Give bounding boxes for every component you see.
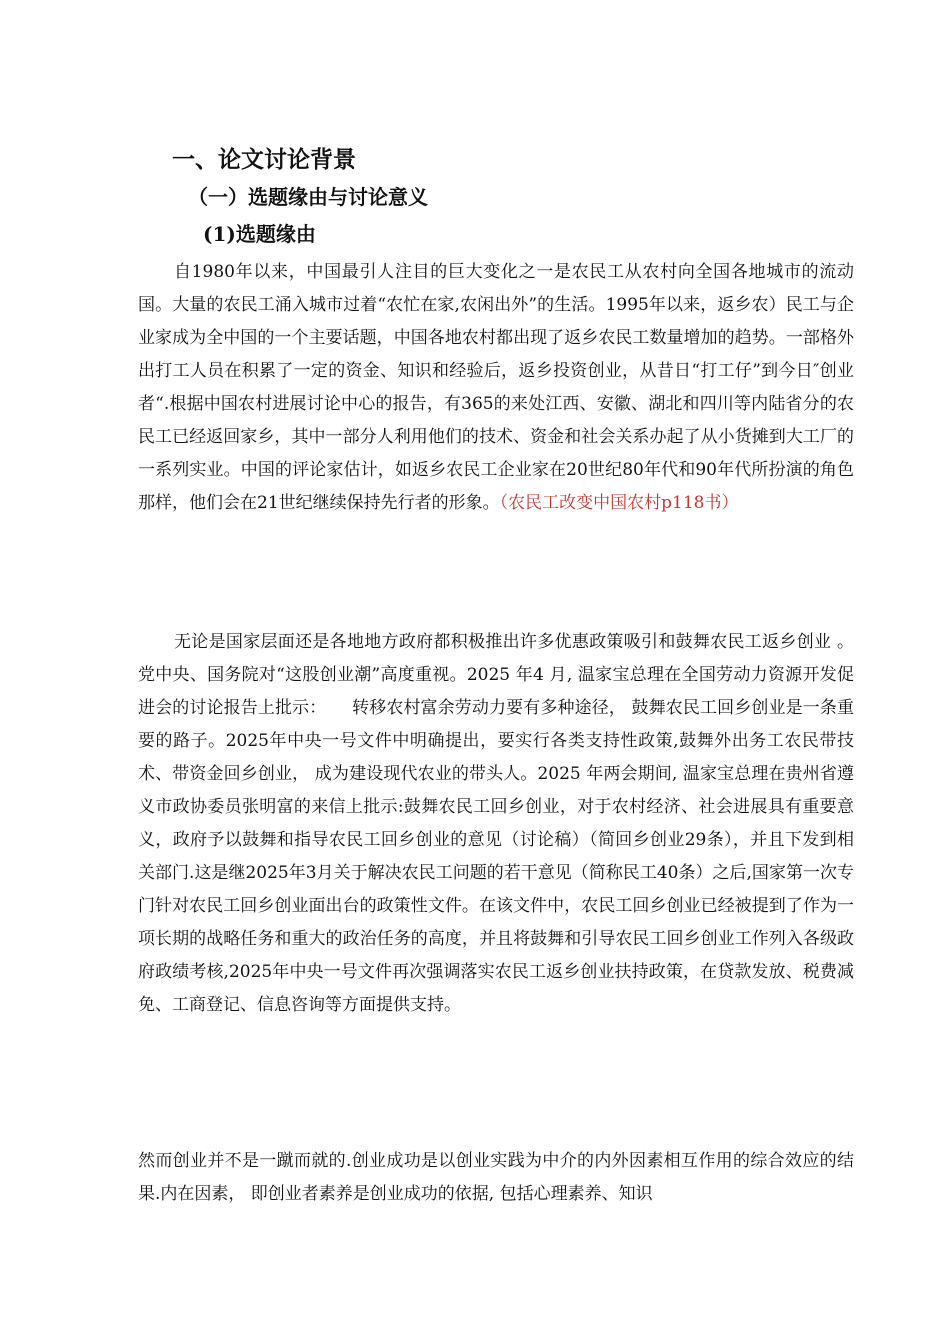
body-paragraph-3: 然而创业并不是一蹴而就的.创业成功是以创业实践为中介的内外因素相互作用的综合效应的结果.内在因素， 即创业者素养是创业成功的依据, 包括心理素养、知识 [138,1151,854,1204]
paragraph-1-text: 自1980年以来，中国最引人注目的巨大变化之一是农民工从农村向全国各地城市的流动国。大量的农民工涌入城市过着“农忙在家,农闲出外”的生活。1995年以来，返乡农）民工与企业家成为全中国的一个主要话题，中国各地农村都出现了返乡农民工数量增加的趋势。一部格外出打工人员在积累了一定的资金、知识和经验后，返乡投资创业，从昔日“打工仔”到今日″创业者“.根据中国农村进展讨论中心的报告，有365的来处江西、安徽、湖北和四川等内陆省分的农民工已经返回家乡，其中一部分人利用他们的技术、资金和社会关系办起了从小货摊到大工厂的一系列实业。中国的评论家估计，如返乡农民工企业家在20世纪80年代和90年代所扮演的角色那样，他们会在21世纪继续保持先行者的形象。 [138,262,854,513]
body-paragraph-2: 无论是国家层面还是各地地方政府都积极推出许多优惠政策吸引和鼓舞农民工返乡创业 。党中央、国务院对“这股创业潮”高度重视。2025 年4 月, 温家宝总理在全国劳动力资源开发促进会的讨论报告上批示： 转移农村富余劳动力要有多种途径， 鼓舞农民工回乡创业是一条重要的路子。2025年中央一号文件中明确提出，要实行各类支持性政策,鼓舞外出务工农民带技术、带资金回乡创业， 成为建设现代农业的带头人。2025 年两会期间, 温家宝总理在贵州省遵义市政协委员张明富的来信上批示:鼓舞农民工回乡创业，对于农村经济、社会进展具有重要意义，政府予以鼓舞和指导农民工回乡创业的意见（讨论稿）（简回乡创业29条），并且下发到相关部门.这是继2025年3月关于解决农民工问题的若干意见（简称民工40条）之后,国家第一次专门针对农民工回乡创业面出台的政策性文件。在该文件中，农民工回乡创业已经被提到了作为一项长期的战略任务和重大的政治任务的高度，并且将鼓舞和引导农民工回乡创业工作列入各级政府政绩考核,2025年中央一号文件再次强调落实农民工返乡创业扶持政策，在贷款发放、税费减免、工商登记、信息咨询等方面提供支持。 [138,632,854,1015]
body-paragraph-1 [138,256,854,520]
subsection-heading: （一）选题缘由与讨论意义 [188,185,428,209]
section-heading: 一、论文讨论背景 [172,146,356,173]
citation-note: （农民工改变中国农村p118书） [499,493,739,513]
sub-subsection-heading: (1)选题缘由 [203,222,316,246]
